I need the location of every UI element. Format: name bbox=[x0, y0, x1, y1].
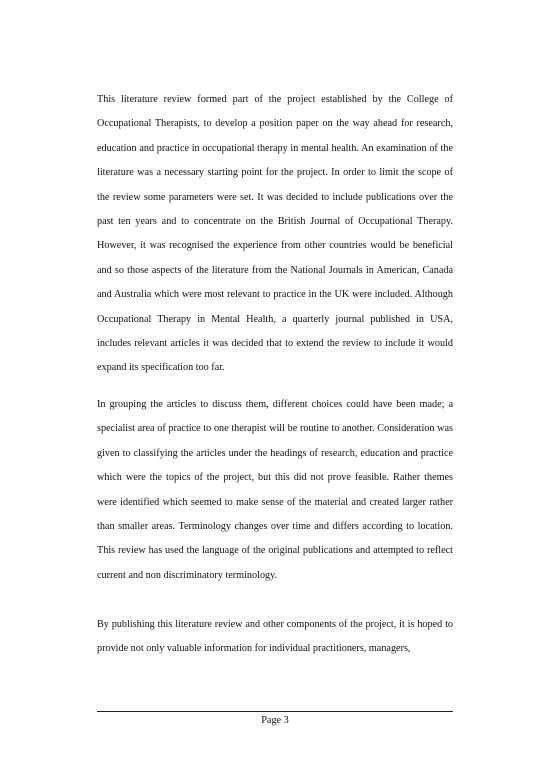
paragraph-introduction: This literature review formed part of the project established by the College of Occupational Therapists, to develop a position paper on the way ahead for research, education and practice in occupational therapy in mental health. An examination of the literature was a necessary starting point for the project. In order to limit the scope of the review some parameters were set. It was decided to include publications over the past ten years and to concentrate on the British Journal of Occupational Therapy. However, it was recognised the experience from other countries would be beneficial and so those aspects of the literature from the National Journals in American, Canada and Australia which were most relevant to practice in the UK were included. Although Occupational Therapy in Mental Health, a quarterly journal published in USA, includes relevant articles it was decided that to extend the review to include it would expand its specification too far. bbox=[97, 94, 453, 374]
page-number: Page 3 bbox=[261, 715, 289, 726]
paragraph-publishing: By publishing this literature review and other components of the project, it is hoped to provide not only valuable information for individual practitioners, managers, bbox=[97, 619, 453, 655]
footer-divider bbox=[97, 711, 453, 712]
paragraph-grouping: In grouping the articles to discuss them, different choices could have been made; a specialist area of practice to one therapist will be routine to another. Consideration was given to classifying the articles under the headings of research, education and practice which were the topics of the project, but this did not prove feasible. Rather themes were identified which seemed to make sense of the material and created larger rather than smaller areas. Terminology changes over time and differs according to location. This review has used the language of the original publications and attempted to reflect current and non discriminatory terminology. bbox=[97, 399, 453, 581]
